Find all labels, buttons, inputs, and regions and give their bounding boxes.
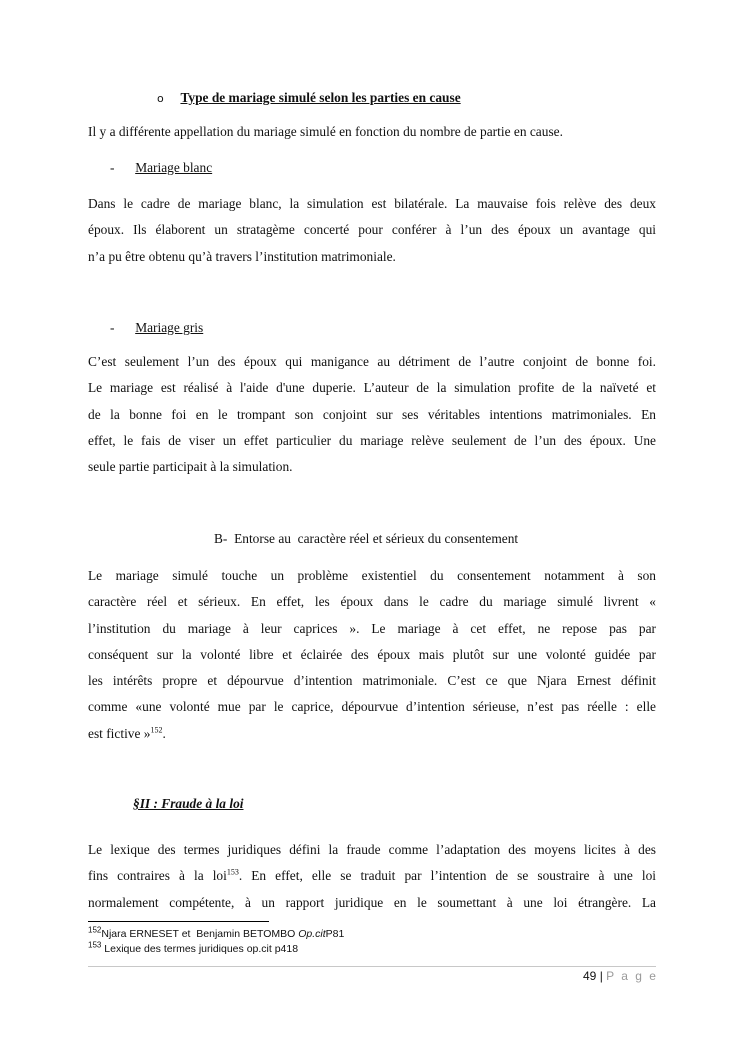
circle-bullet-icon: o (157, 92, 164, 105)
last-line-text: est fictive » (88, 725, 151, 741)
dash-bullet: - (110, 320, 115, 335)
mariage-blanc-paragraph (88, 191, 656, 270)
text-line: Le lexique des termes juridiques défini la fraude comme l’adaptation des moyens licites à des (88, 842, 656, 857)
footnote-ref-153[interactable]: 153 (226, 867, 239, 877)
text-line: comme «une volonté mue par le caprice, dépourvue d’intention sérieuse, n’est pas réelle : elle (88, 699, 656, 715)
footnote-text: Lexique des termes juridiques op.cit p418 (101, 943, 299, 955)
footnote-separator (88, 921, 269, 922)
intro-paragraph: Il y a différente appellation du mariage simulé en fonction du nombre de partie en cause. (88, 124, 563, 139)
last-line-end: . (162, 725, 166, 741)
line2-start: fins contraires à la loi (88, 868, 227, 884)
footnote-153 (88, 942, 648, 957)
text-line: conséquent sur la volonté libre et éclairée des époux mais plutôt sur une volonté guidée par (88, 646, 656, 662)
section-b-paragraph (88, 563, 656, 747)
footnote-italic: Op.cit (298, 928, 326, 940)
text-line: les intérêts propre et dépourvue d’intention matrimoniale. C’est ce que Njara Ernest définit (88, 673, 656, 689)
text-line: l’institution du mariage à leur caprices ». Le mariage à cet effet, ne repose pas par (88, 620, 656, 636)
mariage-blanc-title: Mariage blanc (135, 160, 213, 175)
list-item-mariage-blanc (110, 158, 212, 178)
footer-rule (88, 966, 656, 967)
text-line: de la bonne foi en le trompant son conjoint sur ses véritables intentions matrimoniales. En (88, 406, 656, 422)
text-line: caractère réel et sérieux. En effet, les époux dans le cadre du mariage simulé livrent « (88, 594, 656, 610)
footnote-152 (88, 927, 648, 942)
mariage-gris-paragraph (88, 349, 656, 480)
text-line: effet, le fais de viser un effet particulier du mariage relève seulement de l’un des époux. Une (88, 432, 656, 448)
page-number-value: 49 (583, 969, 597, 983)
text-line: Le mariage simulé touche un problème existentiel du consentement notamment à son (88, 568, 656, 583)
footnote-ref-152[interactable]: 152 (150, 725, 163, 735)
text-line: n’a pu être obtenu qu’à travers l’institution matrimoniale. (88, 248, 396, 264)
dash-bullet: - (110, 160, 115, 175)
text-line (88, 863, 656, 889)
section-ii-paragraph (88, 837, 656, 916)
text-line: seule partie participait à la simulation. (88, 459, 293, 475)
footnote-number: 153 (88, 940, 102, 950)
footnote-text: Njara ERNESET et Benjamin BETOMBO (101, 928, 299, 940)
text-line: C’est seulement l’un des époux qui manigance au détriment de l’autre conjoint de bonne foi. (88, 354, 656, 369)
text-line: Dans le cadre de mariage blanc, la simulation est bilatérale. La mauvaise fois relève des deux (88, 196, 656, 211)
footnotes (88, 927, 648, 957)
footnote-after: P81 (325, 928, 345, 940)
list-item-mariage-gris (110, 318, 203, 338)
page-number (583, 968, 658, 984)
page-separator: | (599, 969, 603, 983)
line2-end: . En effet, elle se traduit par l’intention de se soustraire à une loi (238, 868, 656, 884)
text-line: Le mariage est réalisé à l'aide d'une duperie. L’auteur de la simulation profite de la naïveté et (88, 380, 656, 396)
section-ii-title: §II : Fraude à la loi (133, 796, 244, 811)
section-ii-heading (133, 794, 244, 814)
text-line-last (88, 721, 656, 747)
mariage-gris-title: Mariage gris (135, 320, 204, 335)
subheading-text: Type de mariage simulé selon les parties en cause (180, 90, 461, 105)
footnote-number: 152 (88, 925, 102, 935)
page-label: P a g e (606, 969, 658, 983)
text-line: époux. Ils élaborent un stratagème concerté pour conférer à l’un des époux un avantage qui (88, 222, 656, 238)
section-b-heading: B- Entorse au caractère réel et sérieux du consentement (214, 531, 519, 546)
subheading-type-mariage (157, 88, 461, 109)
text-line: normalement compétente, à un rapport juridique en le soumettant à une loi étrangère. La (88, 894, 656, 910)
